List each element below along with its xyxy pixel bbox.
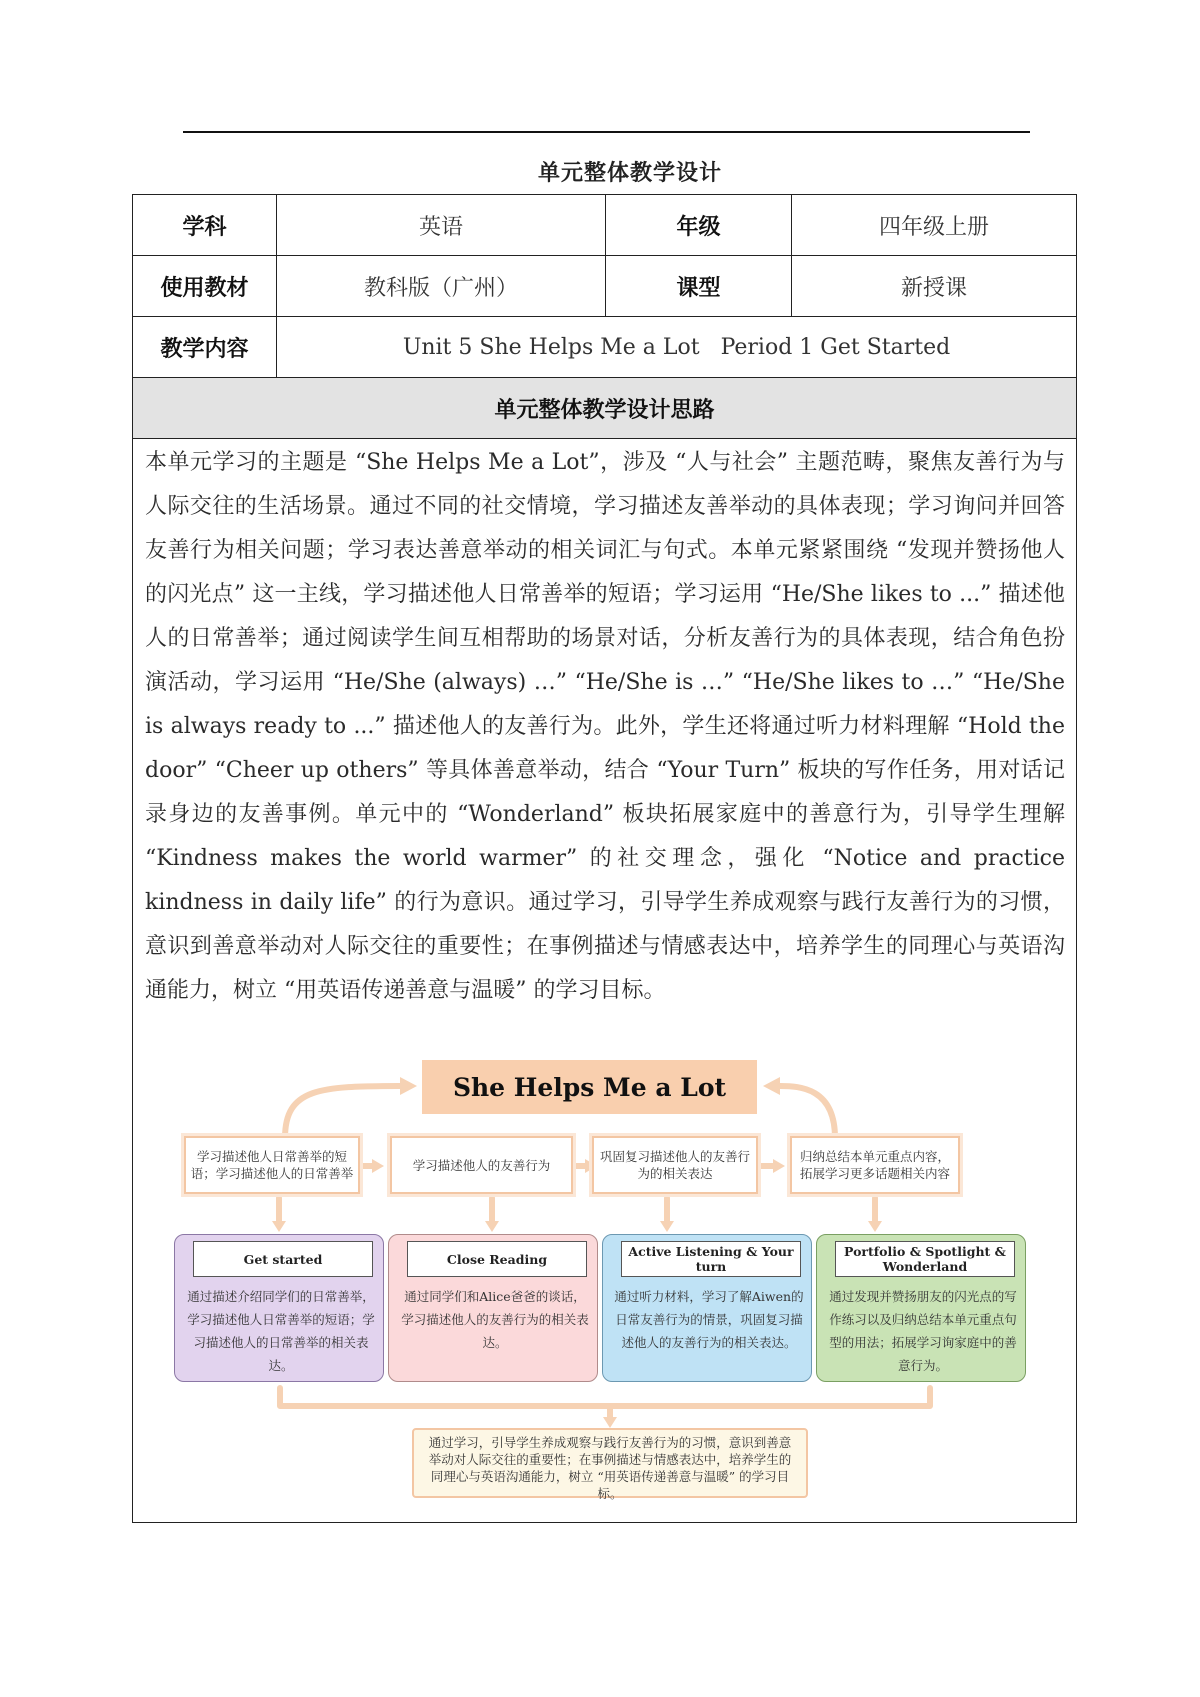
subject-value: 英语 [277, 195, 606, 256]
card-body: 通过同学们和Alice爸爸的谈话，学习描述他人的友善行为的相关表达。 [401, 1289, 589, 1350]
design-description: 本单元学习的主题是 “She Helps Me a Lot”，涉及 “人与社会” 主题范畴，聚焦友善行为与人际交往的生活场景。通过不同的社交情境，学习描述友善举动的具体表现；学习询问并回答友善行为相关问题；学习表达善意举动的相关词汇与句式。本单元紧紧围绕 “发现并赞扬他人的闪光点” 这一主线，学习描述他人日常善举的短语；学习运用 “He/She likes to ...” 描述他人的日常善举；通过阅读学生间互相帮助的场景对话，分析友善行为的具体表现，结合角色扮演活动，学习运用 “He/She (always) …” “He/She is …” “He/She likes to …” “He/She is always ready to ...” 描述他人的友善行为。此外，学生还将通过听力材料理解 “Hold the door” “Cheer up others” 等具体善意举动，结合 “Your Turn” 板块的写作任务，用对话记录身边的友善事例。单元中的 “Wonderland” 板块拓展家庭中的善意行为，引导学生理解 “Kindness makes the world warmer” 的社交理念，强化 “Notice and practice kindness in daily life” 的行为意识。通过学习，引导学生养成观察与践行友善行为的习惯，意识到善意举动对人际交往的重要性；在事例描述与情感表达中，培养学生的同理心与英语沟通能力，树立 “用英语传递善意与温暖” 的学习目标。 [145, 450, 1065, 1003]
grade-value: 四年级上册 [792, 195, 1077, 256]
arc-left [285, 1086, 400, 1138]
textbook-value: 教科版（广州） [277, 256, 606, 317]
card-body: 通过听力材料，学习了解Aiwen的日常友善行为的情景，巩固复习描述他人的友善行为的相关表达。 [614, 1289, 804, 1350]
subject-label: 学科 [133, 195, 277, 256]
lesson-type-value: 新授课 [792, 256, 1077, 317]
bracket-bottom [280, 1388, 930, 1406]
page-title: 单元整体教学设计 [537, 161, 722, 186]
top-rule [183, 131, 1030, 133]
card-get-started [174, 1234, 384, 1382]
card-title: Portfolio & Spotlight & Wonderland [835, 1241, 1015, 1277]
grade-label: 年级 [606, 195, 792, 256]
card-title: Close Reading [407, 1241, 587, 1277]
textbook-label: 使用教材 [133, 256, 277, 317]
content-value: Unit 5 She Helps Me a Lot Period 1 Get Started [277, 317, 1077, 378]
arc-right [780, 1086, 835, 1138]
card-active-listening [602, 1234, 812, 1382]
card-body: 通过发现并赞扬朋友的闪光点的写作练习以及归纳总结本单元重点句型的用法；拓展学习询家庭中的善意行为。 [829, 1289, 1017, 1373]
card-title: Active Listening & Your turn [621, 1241, 801, 1277]
card-close-reading [388, 1234, 598, 1382]
top-box-4: 归纳总结本单元重点内容，拓展学习更多话题相关内容 [790, 1136, 960, 1194]
card-portfolio [816, 1234, 1026, 1382]
summary-box: 通过学习，引导学生养成观察与践行友善行为的习惯，意识到善意举动对人际交往的重要性；在事例描述与情感表达中，培养学生的同理心与英语沟通能力，树立 “用英语传递善意与温暖” 的学习目标。 [412, 1428, 808, 1498]
content-label: 教学内容 [133, 317, 277, 378]
lesson-type-label: 课型 [606, 256, 792, 317]
card-title: Get started [193, 1241, 373, 1277]
unit-banner: She Helps Me a Lot [422, 1060, 757, 1114]
top-box-2: 学习描述他人的友善行为 [390, 1136, 573, 1194]
top-box-3: 巩固复习描述他人的友善行为的相关表达 [592, 1136, 758, 1194]
top-box-1: 学习描述他人日常善举的短语；学习描述他人的日常善举 [184, 1136, 360, 1194]
card-body: 通过描述介绍同学们的日常善举，学习描述他人日常善举的短语；学习描述他人的日常善举的相关表达。 [187, 1289, 375, 1373]
info-table [132, 194, 1077, 439]
unit-diagram [170, 1058, 1050, 1512]
section-heading: 单元整体教学设计思路 [133, 378, 1077, 439]
